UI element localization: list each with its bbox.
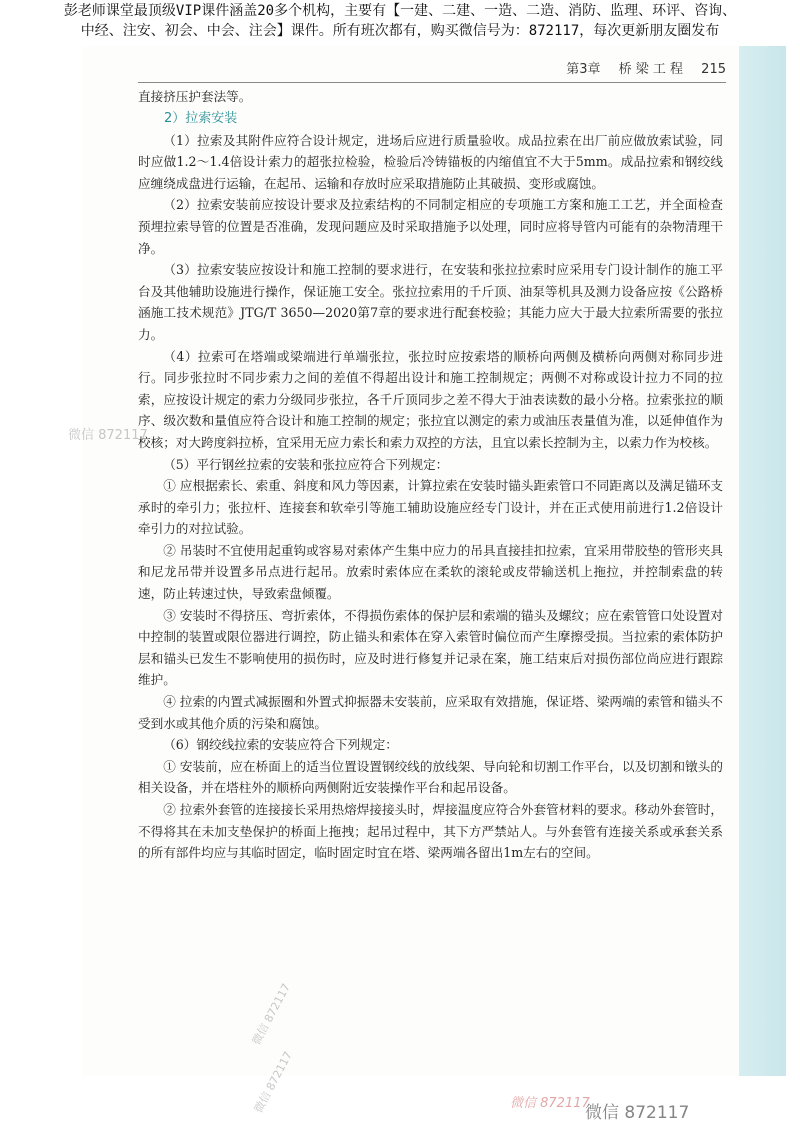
promo-banner (0, 0, 800, 45)
paragraph-6-item-2: ② 拉索外套管的连接接长采用热熔焊接接头时，焊接温度应符合外套管材料的要求。移动外套管时，不得将其在未加支垫保护的桥面上拖拽；起吊过程中，其下方严禁站人。与外套管有连接关系或承套关系的所有部件均应与其临时固定，临时固定时宜在塔、梁两端各留出1m左右的空间。 (138, 802, 723, 861)
chapter-number: 第3章 (566, 62, 601, 77)
paragraph-3: （3）拉索安装应按设计和施工控制的要求进行，在安装和张拉拉索时应采用专门设计制作的施工平台及其他辅助设施进行操作，保证施工安全。张拉拉索用的千斤顶、油泵等机具及测力设备应按《公路桥涵施工技术规范》JTG/T 3650—2020第7章的要求进行配套校验；其能力应大于最大拉索所需要的张拉力。 (138, 262, 723, 342)
paragraph-5-item-4: ④ 拉索的内置式减振圈和外置式抑振器未安装前，应采取有效措施，保证塔、梁两端的索管和锚头不受到水或其他介质的污染和腐蚀。 (138, 694, 723, 731)
watermark-red: 微信 872117 (510, 1096, 590, 1111)
paragraph-2: （2）拉索安装前应按设计要求及拉索结构的不同制定相应的专项施工方案和施工工艺，并全面检查预埋拉索导管的位置是否准确，发现问题应及时采取措施予以处理，同时应将导管内可能有的杂物清理干净。 (138, 197, 723, 256)
paragraph-5-item-2: ② 吊装时不宜使用起重钩或容易对索体产生集中应力的吊具直接挂扣拉索，宜采用带胶垫的管形夹具和尼龙吊带并设置多吊点进行起吊。放索时索体应在柔软的滚轮或皮带输送机上拖拉，并控制索盘的转速，防止转速过快，导致索盘倾覆。 (138, 542, 723, 602)
running-header (138, 58, 726, 83)
paragraph-4: （4）拉索可在塔端或梁端进行单端张拉，张拉时应按索塔的顺桥向两侧及横桥向两侧对称同步进行。同步张拉时不同步索力之间的差值不得超出设计和施工控制规定；两侧不对称或设计拉力不同的拉索，应按设计规定的索力分级同步张拉，各千斤顶同步之差不得大于油表读数的最小分格。拉索张拉的顺序、级次数和量值应符合设计和施工控制的规定；张拉宜以测定的索力或油压表量值为准，以延伸值作为校核；对大跨度斜拉桥，宜采用无应力索长和索力双控的方法，且宜以索长控制为主，以索力作为校核。 (138, 348, 723, 450)
chapter-title: 桥 梁 工 程 (618, 62, 684, 77)
watermark-bottom-right: 微信 872117 (585, 1103, 690, 1123)
watermark-rotated-1: 微信 872117 (249, 981, 293, 1048)
paragraph-5: （5）平行钢丝拉索的安装和张拉应符合下列规定： (163, 456, 449, 472)
page-number: 215 (701, 62, 726, 77)
banner-line-1: 彭老师课堂最顶级VIP课件涵盖20多个机构，主要有【一建、二建、一造、二造、消防、监理、环评、咨询、 (63, 3, 737, 19)
section-title: 2）拉索安装 (164, 110, 238, 126)
watermark-left: 微信 872117 (68, 428, 148, 443)
paragraph-1: （1）拉索及其附件应符合设计规定，进场后应进行质量验收。成品拉索在出厂前应做放索试验，同时应做1.2～1.4倍设计索力的超张拉检验，检验后冷铸锚板的内缩值宜不大于5mm。成品拉索和钢绞线应缠绕成盘进行运输，在起吊、运输和存放时应采取措施防止其破损、变形或腐蚀。 (138, 132, 723, 191)
banner-line-2: 中经、注安、初会、中会、注会】课件。所有班次都有，购买微信号为：872117，每次更新朋友圈发布 (80, 23, 720, 39)
paragraph-5-item-3: ③ 安装时不得挤压、弯折索体，不得损伤索体的保护层和索端的锚头及螺纹；应在索管管口处设置对中控制的装置或限位器进行调控，防止锚头和索体在穿入索管时偏位而产生摩擦受损。当拉索的索体防护层和锚头已发生不影响使用的损伤时，应及时进行修复并记录在案，施工结束后对损伤部位尚应进行跟踪维护。 (138, 607, 723, 688)
page-body (138, 86, 723, 864)
paragraph-5-item-1: ① 应根据索长、索重、斜度和风力等因素，计算拉索在安装时锚头距索管口不同距离以及满足锚环支承时的牵引力；张拉杆、连接套和软牵引等施工辅助设施应经专门设计，并在正式使用前进行1.2倍设计牵引力的对拉试验。 (138, 478, 723, 537)
lead-text: 直接挤压护套法等。 (138, 89, 252, 104)
paragraph-6: （6）钢绞线拉索的安装应符合下列规定： (163, 737, 398, 753)
watermark-rotated-2: 微信 872117 (251, 1049, 295, 1116)
paragraph-6-item-1: ① 安装前，应在桥面上的适当位置设置钢绞线的放线架、导向轮和切割工作平台，以及切割和镦头的相关设备，并在塔柱外的顺桥向两侧附近安装操作平台和起吊设备。 (138, 758, 723, 796)
page-edge-strip (739, 46, 786, 1076)
